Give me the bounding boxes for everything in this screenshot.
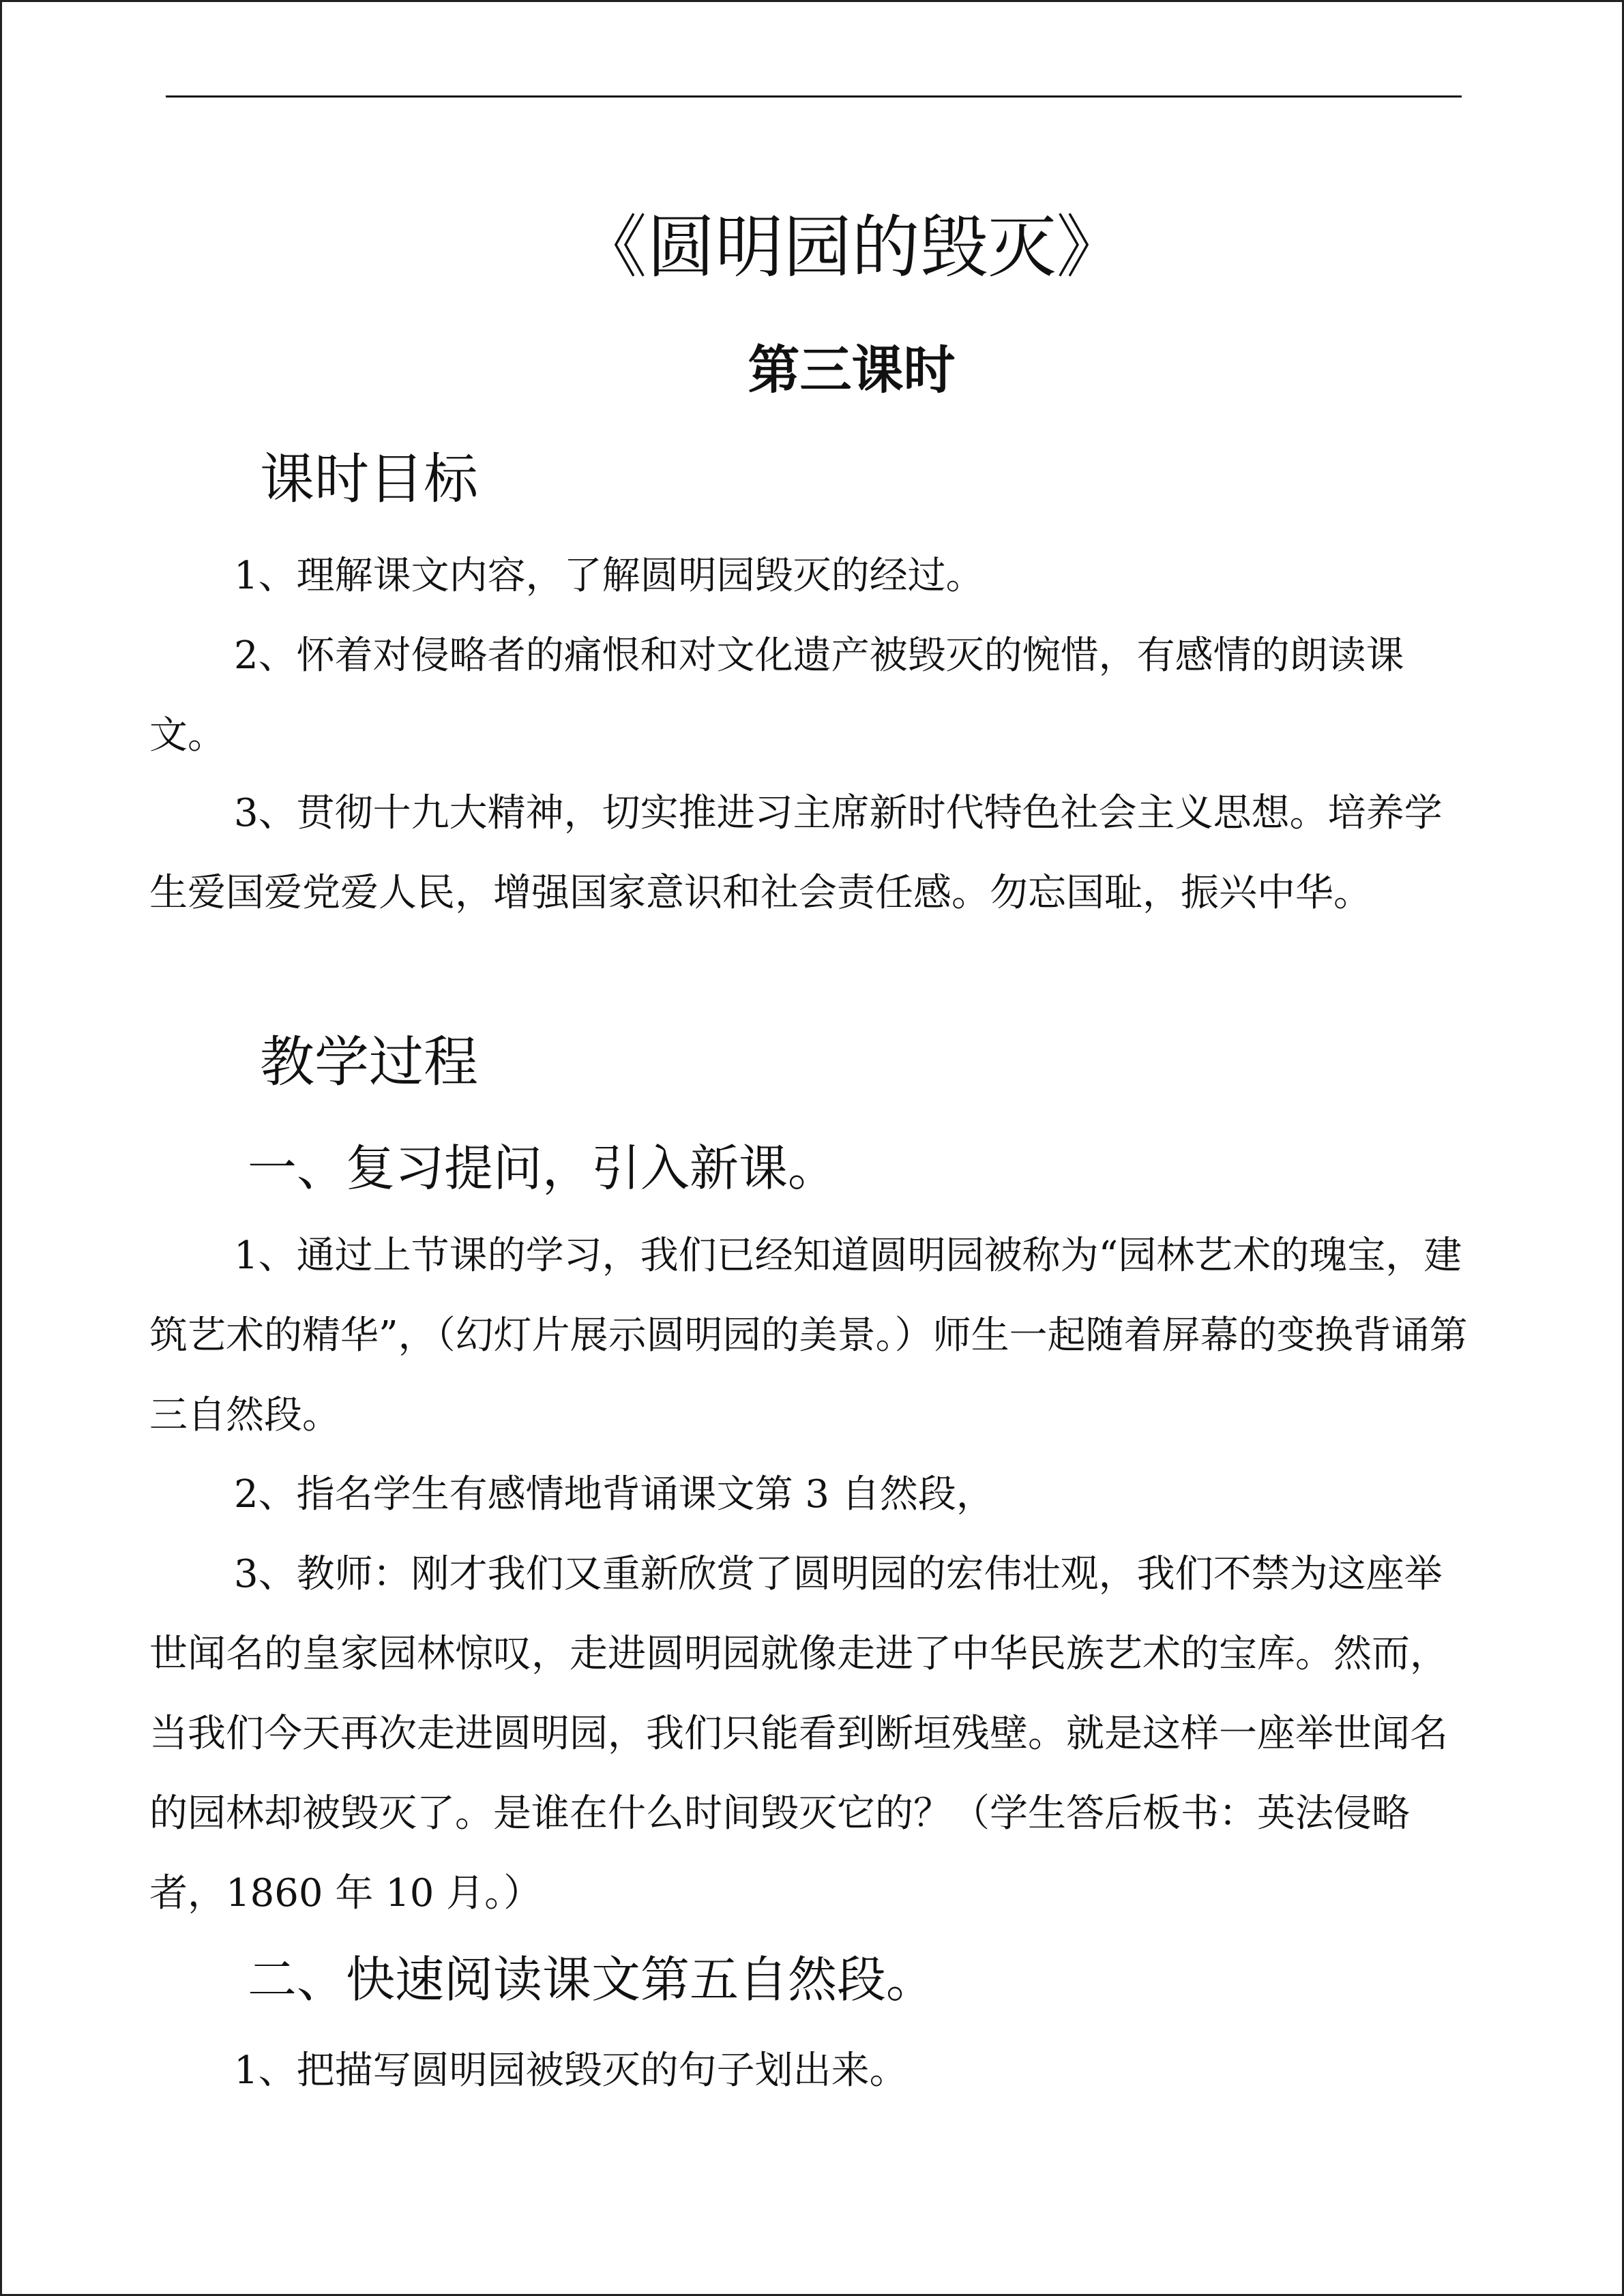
lesson-title: 《圆明园的毁灭》: [578, 207, 1125, 287]
objective-item-3: 3、贯彻十九大精神，切实推进习主席新时代特色社会主义思想。培养学生爱国爱党爱人民，增强国家意识和社会责任感。勿忘国耻，振兴中华。: [149, 791, 1443, 915]
objectives-heading: 课时目标: [260, 447, 478, 511]
lesson-subtitle: 第三课时: [748, 340, 956, 400]
part1-item-2: 2、指名学生有感情地背诵课文第 3 自然段，: [234, 1472, 994, 1517]
process-part1-heading: 一、复习提问，引入新课。: [248, 1139, 838, 1197]
objective-item-1: 1、理解课文内容，了解圆明园毁灭的经过。: [234, 554, 984, 598]
part1-item-3: 3、教师：刚才我们又重新欣赏了圆明园的宏伟壮观，我们不禁为这座举世闻名的皇家园林惊叹，走进圆明园就像走进了中华民族艺术的宝库。然而，当我们今天再次走进圆明园，我们只能看到断垣残壁。就是这样一座举世闻名的园林却被毁灭了。是谁在什么时间毁灭它的？（学生答后板书：英法侵略者，1860 年 10 月。）: [149, 1552, 1448, 1915]
process-part2-heading: 二、快速阅读课文第五自然段。: [248, 1951, 936, 2008]
header-rule: [166, 95, 1462, 98]
part2-item-1: 1、把描写圆明园被毁灭的句子划出来。: [234, 2048, 908, 2093]
objective-item-2: 2、怀着对侵略者的痛恨和对文化遗产被毁灭的惋惜，有感情的朗读课文。: [149, 633, 1404, 758]
process-heading: 教学过程: [260, 1030, 478, 1094]
part1-item-1: 1、通过上节课的学习，我们已经知道圆明园被称为“园林艺术的瑰宝，建筑艺术的精华”，（幻灯片展示圆明园的美景。）师生一起随着屏幕的变换背诵第三自然段。: [149, 1234, 1468, 1437]
